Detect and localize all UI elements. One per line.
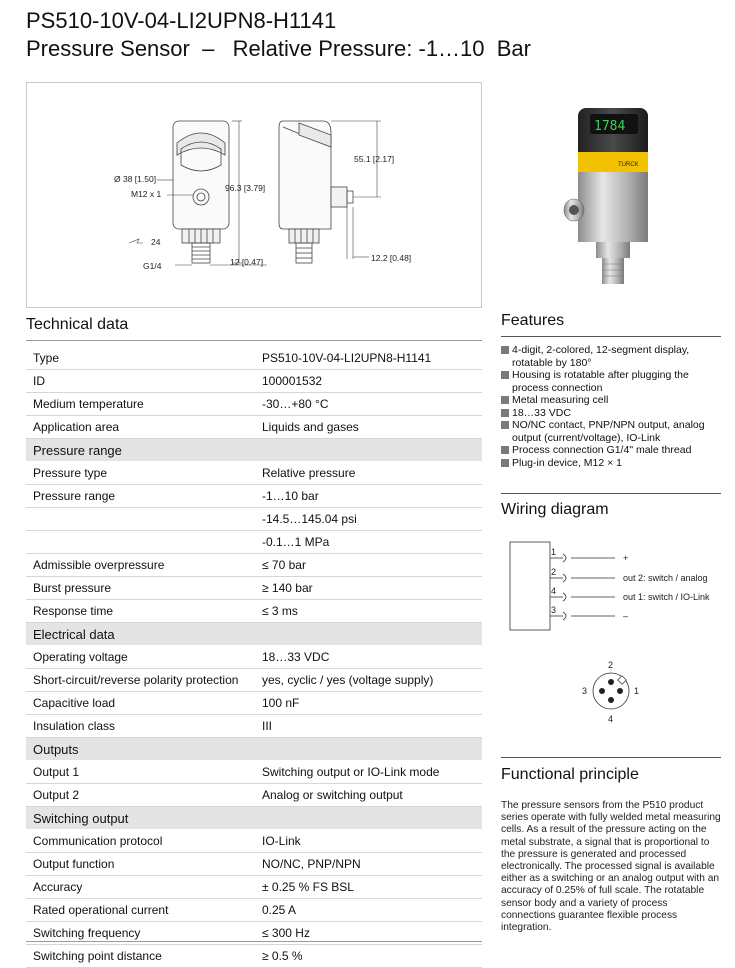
row-label: Output function [26,853,255,876]
row-label: Output 2 [26,784,255,807]
bullet-square-icon [501,396,509,404]
table-row [26,830,482,853]
bullet-square-icon [501,409,509,417]
wire-label-plus: + [623,553,629,563]
table-row [26,853,482,876]
feature-text: Housing is rotatable after plugging the process connection [512,369,689,394]
svg-text:TURCK: TURCK [618,162,639,168]
row-label: Response time [26,600,255,623]
feature-item [501,457,723,470]
row-value [255,439,482,462]
table-row [26,669,482,692]
row-value: Analog or switching output [255,784,482,807]
row-value: 18…33 VDC [255,646,482,669]
row-value: -1…10 bar [255,485,482,508]
row-value: ≥ 0.5 % [255,945,482,968]
functional-heading: Functional principle [501,766,639,783]
connector-pin-3: 3 [582,686,588,696]
row-value: Relative pressure [255,462,482,485]
table-row [26,899,482,922]
wiring-top-rule [501,493,721,494]
row-value: III [255,715,482,738]
technical-data-rule [26,340,482,341]
table-row [26,416,482,439]
height-label: 96.3 [3.79] [225,183,266,193]
features-rule [501,336,721,337]
row-value: IO-Link [255,830,482,853]
row-label: Burst pressure [26,577,255,600]
section-row [26,807,482,830]
row-label: Capacitive load [26,692,255,715]
bullet-square-icon [501,346,509,354]
pin-numbers [551,547,556,615]
front-view [173,121,229,263]
g-thread-label: G1/4 [143,261,162,271]
feature-text: Process connection G1/4" male thread [512,444,692,456]
row-value: ≥ 140 bar [255,577,482,600]
row-label: Operating voltage [26,646,255,669]
row-label: Accuracy [26,876,255,899]
display-readout: 1784 [594,119,626,134]
technical-data-heading: Technical data [26,316,129,333]
row-value: -14.5…145.04 psi [255,508,482,531]
row-label [26,531,255,554]
table-row [26,462,482,485]
table-row [26,577,482,600]
row-value: 100 nF [255,692,482,715]
bullet-square-icon [501,371,509,379]
row-value: yes, cyclic / yes (voltage supply) [255,669,482,692]
bullet-square-icon [501,421,509,429]
wire-label-out1: out 1: switch / IO-Link [623,592,710,602]
diameter-label: Ø 38 [1.50] [114,174,157,184]
row-value: ≤ 70 bar [255,554,482,577]
row-value [255,738,482,761]
table-row [26,876,482,899]
row-label: ID [26,370,255,393]
table-row [26,715,482,738]
feature-item [501,369,723,394]
table-row [26,945,482,968]
functional-text: The pressure sensors from the P510 product series operate with fully welded metal measuring cells. As a result of the pressure acting on the metal substrate, a signal that is proportional to the pressure is generated and processed electronically. The processed signal is available either as a switching or an analog output with an accuracy of 0.25% of full scale. The rotatable sensor body and a variety of process connections guarantee flexible process integration. [501,800,721,934]
feature-item [501,444,723,457]
connector-pin-4: 4 [608,714,614,724]
table-row [26,554,482,577]
row-value: ≤ 3 ms [255,600,482,623]
row-label: Pressure range [26,485,255,508]
product-description-title: Pressure Sensor – Relative Pressure: -1…10 Bar [26,36,531,61]
row-label: Short-circuit/reverse polarity protection [26,669,255,692]
feature-item [501,394,723,407]
row-label: Type [26,347,255,370]
table-row [26,370,482,393]
row-value: Liquids and gases [255,416,482,439]
table-row [26,347,482,370]
section-title: Pressure range [26,439,255,462]
table-row [26,531,482,554]
feature-item [501,407,723,420]
section-title: Electrical data [26,623,255,646]
table-bottom-rule [26,941,482,942]
thread-size-label: M12 x 1 [131,189,162,199]
row-label: Admissible overpressure [26,554,255,577]
product-photo [556,94,666,294]
wire-pin-4: 4 [551,586,557,596]
row-value: Switching output or IO-Link mode [255,761,482,784]
section-row [26,738,482,761]
feature-item [501,419,723,444]
bullet-square-icon [501,446,509,454]
connector-pin-1: 1 [634,686,640,696]
product-code-title: PS510-10V-04-LI2UPN8-H1141 [26,8,337,33]
wrench-size-label: 24 [151,237,161,247]
row-label [26,508,255,531]
table-row [26,485,482,508]
table-row [26,508,482,531]
row-label: Medium temperature [26,393,255,416]
wire-label-minus: – [623,611,629,621]
row-label: Output 1 [26,761,255,784]
row-value: ≤ 300 Hz [255,922,482,945]
wire-label-out2: out 2: switch / analog [623,573,708,583]
row-label: Communication protocol [26,830,255,853]
section-row [26,439,482,462]
side-view [279,121,353,263]
bullet-square-icon [501,459,509,467]
row-value: PS510-10V-04-LI2UPN8-H1141 [255,347,482,370]
wire-pin-1: 1 [551,547,557,557]
row-label: Switching frequency [26,922,255,945]
row-value: ± 0.25 % FS BSL [255,876,482,899]
feature-text: 18…33 VDC [512,406,571,419]
table-row [26,600,482,623]
features-list [501,344,723,469]
table-row [26,761,482,784]
wire-pin-3: 3 [551,605,557,615]
row-label: Rated operational current [26,899,255,922]
features-heading: Features [501,312,565,329]
connector-pin-2: 2 [608,660,614,670]
row-value: -0.1…1 MPa [255,531,482,554]
table-row [26,784,482,807]
table-row [26,393,482,416]
row-value [255,807,482,830]
row-label: Application area [26,416,255,439]
row-value: NO/NC, PNP/NPN [255,853,482,876]
feature-text: Metal measuring cell [512,394,609,406]
feature-text: NO/NC contact, PNP/NPN output, analog output (current/voltage), IO-Link [512,419,705,444]
wiring-diagram [505,538,725,733]
feature-item [501,344,723,369]
feature-text: Plug-in device, M12 × 1 [512,456,623,469]
feature-text: 4-digit, 2-colored, 12-segment display, rotatable by 180° [512,344,690,369]
side-offset-label: 12.2 [0.48] [371,253,412,263]
row-label: Insulation class [26,715,255,738]
connector-pinout-icon [593,673,629,709]
wiring-heading: Wiring diagram [501,501,609,518]
table-row [26,646,482,669]
dimension-drawing [26,82,482,308]
row-value: 0.25 A [255,899,482,922]
functional-top-rule [501,757,721,758]
wire-pin-2: 2 [551,567,557,577]
row-label: Switching point distance [26,945,255,968]
row-value [255,623,482,646]
technical-data-table [26,347,482,968]
row-value: 100001532 [255,370,482,393]
section-title: Switching output [26,807,255,830]
section-title: Outputs [26,738,255,761]
row-value: -30…+80 °C [255,393,482,416]
thread-length-label: 12 [0.47] [230,257,264,267]
row-label: Pressure type [26,462,255,485]
section-row [26,623,482,646]
upper-dimension-label: 55.1 [2.17] [354,154,395,164]
table-row [26,692,482,715]
